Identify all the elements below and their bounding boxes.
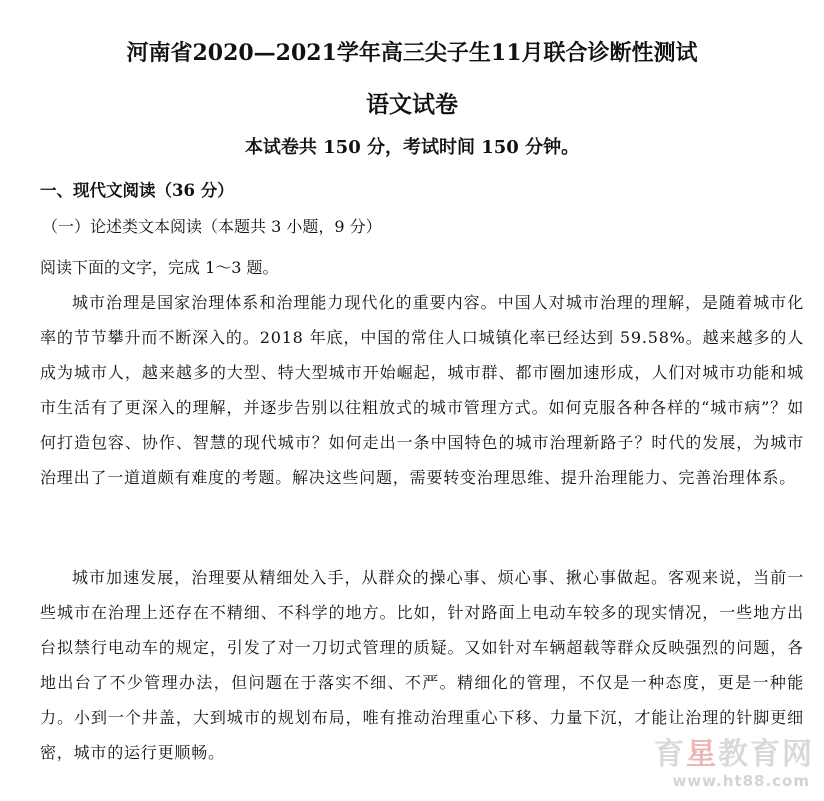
- watermark-logo-text: 育星教育网: [654, 737, 814, 772]
- section-heading: 一、现代文阅读（36 分）: [40, 181, 234, 200]
- exam-title: 河南省2020—2021学年高三尖子生11月联合诊断性测试: [126, 40, 698, 66]
- subject-title: 语文试卷: [366, 91, 458, 118]
- instruction-text: 阅读下面的文字，完成 1～3 题。: [40, 258, 279, 277]
- watermark-star-char: 星: [686, 737, 718, 772]
- passage-paragraph-2: 城市加速发展，治理要从精细处入手，从群众的操心事、烦心事、揪心事做起。客观来说，当前一些城市在治理上还存在不精细、不科学的地方。比如，针对路面上电动车较多的现实情况，一些地方出台拟禁行电动车的规定，引发了对一刀切式管理的质疑。又如针对车辆超载等群众反映强烈的问题，各地出台了不少管理办法，但问题在于落实不细、不严。精细化的管理，不仅是一种态度，更是一种能力。小到一个井盖，大到城市的规划布局，唯有推动治理重心下移、力量下沉，才能让治理的针脚更细密，城市的运行更顺畅。: [40, 568, 804, 762]
- subsection-heading: （一）论述类文本阅读（本题共 3 小题，9 分）: [42, 217, 382, 236]
- exam-info: 本试卷共 150 分，考试时间 150 分钟。: [244, 137, 580, 158]
- passage-paragraph-1: 城市治理是国家治理体系和治理能力现代化的重要内容。中国人对城市治理的理解，是随着城市化率的节节攀升而不断深入的。2018 年底，中国的常住人口城镇化率已经达到 59.58%。越来越多的人成为城市人，越来越多的大型、特大型城市开始崛起，城市群、都市圈加速形成，人们对城市功能和城市生活有了更深入的理解，并逐步告别以往粗放式的城市管理方式。如何克服各种各样的“城市病”？如何打造包容、协作、智慧的现代城市？如何走出一条中国特色的城市治理新路子？时代的发展，为城市治理出了一道道颇有难度的考题。解决这些问题，需要转变治理思维、提升治理能力、完善治理体系。: [40, 293, 804, 487]
- watermark-url: www.ht88.com: [672, 772, 810, 790]
